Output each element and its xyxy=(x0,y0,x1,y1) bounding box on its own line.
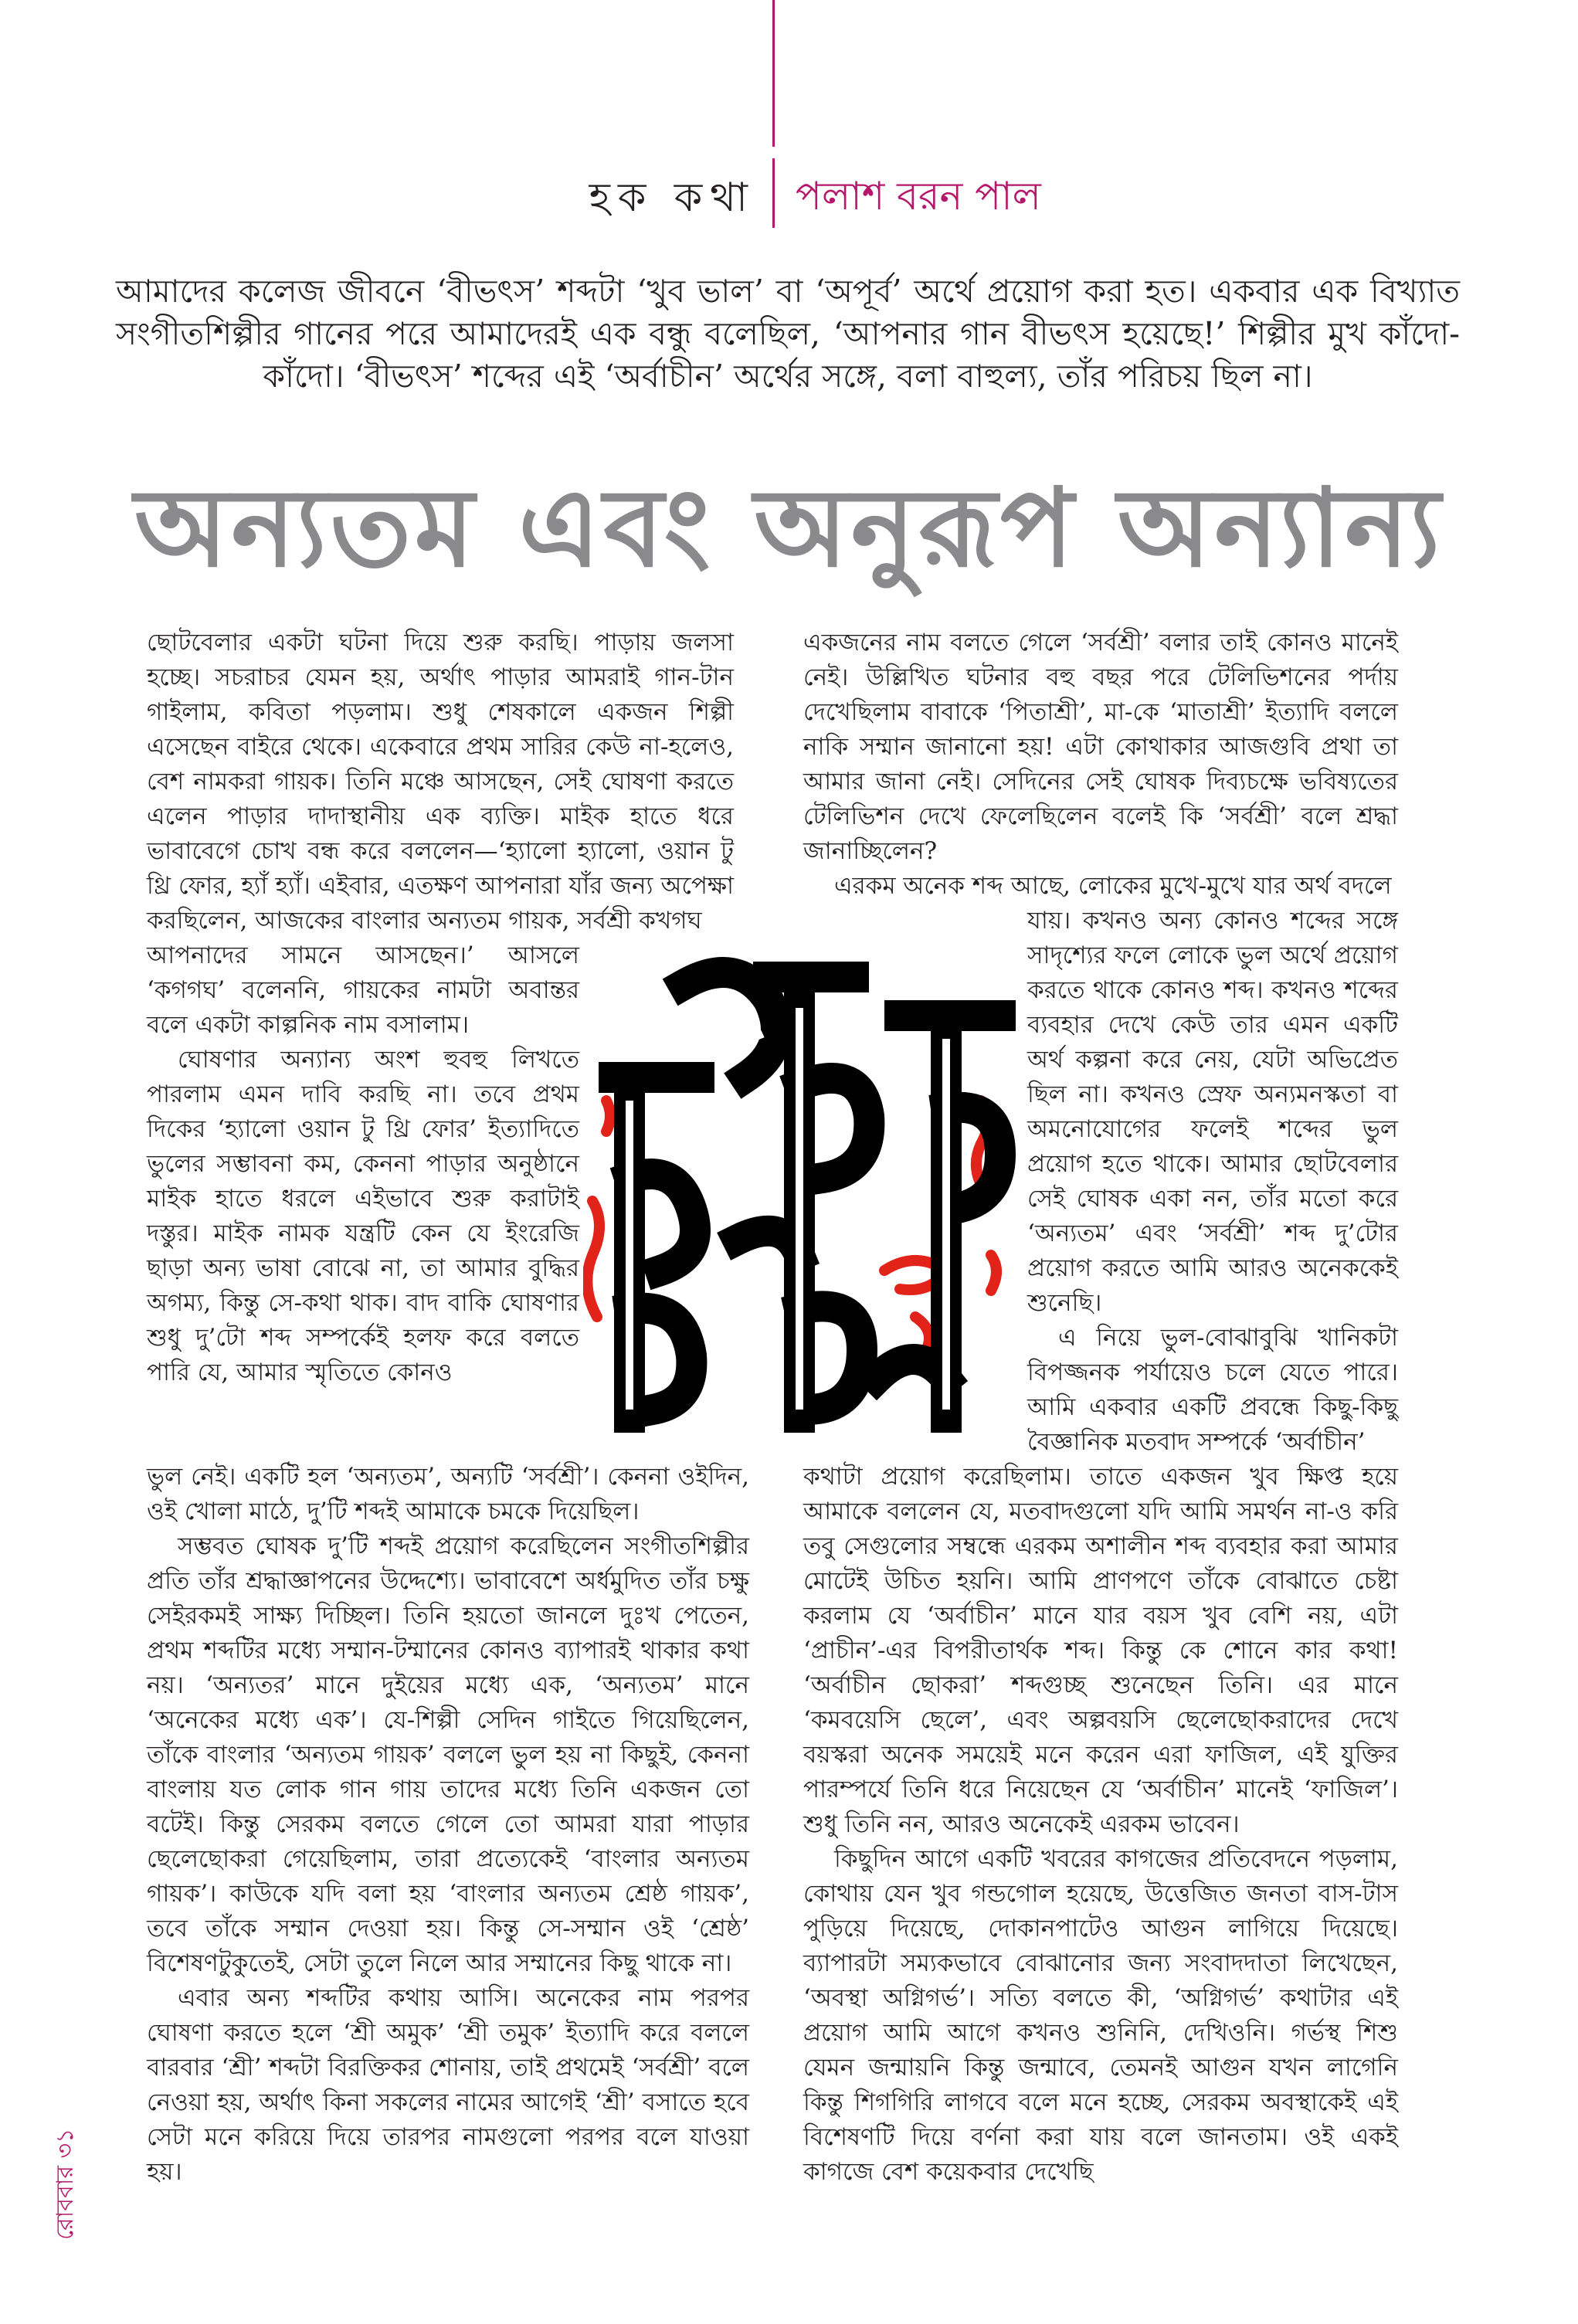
paragraph: এ নিয়ে ভুল-বোঝাবুঝি খানিকটা বিপজ্জনক পর্যায়েও চলে যেতে পারে। আমি একবার একটি প্রবন্ধে কিছু-কিছু বৈজ্ঞানিক মতবাদ সম্পর্কে ‘অর্বাচীন’ xyxy=(1027,1324,1398,1456)
paragraph: আপনাদের সামনে আসছেন।’ আসলে ‘কগগঘ’ বলেননি, গায়কের নামটা অবান্তর বলে একটা কাল্পনিক নাম বসালাম। xyxy=(147,941,579,1039)
article-title: অন্যতম এবং অনুরূপ অন্যান্য xyxy=(134,466,1444,592)
folio-text: রোববার ৩১ xyxy=(52,2128,79,2240)
paragraph: কিছুদিন আগে একটি খবরের কাগজের প্রতিবেদনে পড়লাম, কোথায় যেন খুব গন্ডগোল হয়েছে, উত্তেজিত জনতা বাস-টাস পুড়িয়ে দিয়েছে, দোকানপাটেও আগুন লাগিয়ে দিয়েছে। ব্যাপারটা সম্যকভাবে বোঝানোর জন্য সংবাদদাতা লিখেছেন, ‘অবস্থা অগ্নিগর্ভ’। সত্যি বলতে কী, ‘অগ্নিগর্ভ’ কথাটার এই প্রয়োগ আমি আগে কখনও শুনিনি, দেখিওনি। গর্ভস্থ শিশু যেমন জন্মায়নি কিন্তু জন্মাবে, তেমনই আগুন যখন লাগেনি কিন্তু শিগগিরি লাগবে বলে মনে হচ্ছে, সেরকম অবস্থাকেই এই বিশেষণটি দিয়ে বর্ণনা করা যায় বলে জানতাম। ওই একই কাগজে বেশ কয়েকবার দেখেছি xyxy=(803,1845,1398,2186)
page-folio xyxy=(46,2024,85,2240)
left-column-top xyxy=(147,626,734,938)
paragraph: সম্ভবত ঘোষক দু’টি শব্দই প্রয়োগ করেছিলেন সংগীতশিল্পীর প্রতি তাঁর শ্রদ্ধাজ্ঞাপনের উদ্দেশ্যে। ভাবাবেশে অর্ধমুদিত তাঁর চক্ষু সেইরকমই সাক্ষ্য দিচ্ছিল। তিনি হয়তো জানলে দুঃখ পেতেন, প্রথম শব্দটির মধ্যে সম্মান-টম্মানের কোনও ব্যাপারই থাকার কথা নয়। ‘অন্যতর’ মানে দুইয়ের মধ্যে এক, ‘অন্যতম’ মানে ‘অনেকের মধ্যে এক’। যে-শিল্পী সেদিন গাইতে গিয়েছিলেন, তাঁকে বাংলার ‘অন্যতম গায়ক’ বললে ভুল হয় না কিছুই, কেননা বাংলায় যত লোক গান গায় তাদের মধ্যে তিনি একজন তো বটেই। কিন্তু সেরকম বলতে গেলে তো আমরা যারা পাড়ার ছেলেছোকরা গেয়েছিলাম, তারা প্রত্যেকেই ‘বাংলার অন্যতম গায়ক’। কাউকে যদি বলা হয় ‘বাংলার অন্যতম শ্রেষ্ঠ গায়ক’, তবে তাঁকে সম্মান দেওয়া হয়। কিন্তু সে-সম্মান ওই ‘শ্রেষ্ঠ’ বিশেষণটুকুতেই, সেটা তুলে নিলে আর সম্মানের কিছু থাকে না। xyxy=(147,1532,749,1977)
intro-paragraph: আমাদের কলেজ জীবনে ‘বীভৎস’ শব্দটা ‘খুব ভাল’ বা ‘অপূর্ব’ অর্থে প্রয়োগ করা হত। একবার এক বিখ্যাত সংগীতশিল্পীর গানের পরে আমাদেরই এক বন্ধু বলেছিল, ‘আপনার গান বীভৎস হয়েছে!’ শিল্পীর মুখ কাঁদো-কাঁদো। ‘বীভৎস’ শব্দের এই ‘অর্বাচীন’ অর্থের সঙ্গে, বলা বাহুল্য, তাঁর পরিচয় ছিল না। xyxy=(116,273,1460,395)
paragraph: ভুল নেই। একটি হল ‘অন্যতম’, অন্যটি ‘সর্বশ্রী’। কেননা ওইদিন, ওই খোলা মাঠে, দু’টি শব্দই আমাকে চমকে দিয়েছিল। xyxy=(147,1463,749,1525)
paragraph: ছোটবেলার একটা ঘটনা দিয়ে শুরু করছি। পাড়ায় জলসা হচ্ছে। সচরাচর যেমন হয়, অর্থাৎ পাড়ার আমরাই গান-টান গাইলাম, কবিতা পড়লাম। শুধু শেষকালে একজন শিল্পী এসেছেন বাইরে থেকে। একেবারে প্রথম সারির কেউ না-হলেও, বেশ নামকরা গায়ক। তিনি মঞ্চে আসছেন, সেই ঘোষণা করতে এলেন পাড়ার দাদাস্থানীয় এক ব্যক্তি। মাইক হাতে ধরে ভাবাবেগে চোখ বন্ধ করে বললেন—‘হ্যালো হ্যালো, ওয়ান টু থ্রি ফোর, হ্যাঁ হ্যাঁ। এইবার, এতক্ষণ আপনারা যাঁর জন্য অপেক্ষা করছিলেন, আজকের বাংলার অন্যতম গায়ক, সর্বশ্রী কখগঘ xyxy=(147,629,734,935)
paragraph: কথাটা প্রয়োগ করেছিলাম। তাতে একজন খুব ক্ষিপ্ত হয়ে আমাকে বললেন যে, মতবাদগুলো যদি আমি সমর্থন না-ও করি তবু সেগুলোর সম্বন্ধে এরকম অশালীন শব্দ ব্যবহার করা আমার মোটেই উচিত হয়নি। আমি প্রাণপণে তাঁকে বোঝাতে চেষ্টা করলাম যে ‘অর্বাচীন’ মানে যার বয়স খুব বেশি নয়, এটা ‘প্রাচীন’-এর বিপরীতার্থক শব্দ। কিন্তু কে শোনে কার কথা! ‘অর্বাচীন ছোকরা’ শব্দগুচ্ছ শুনেছেন তিনি। এর মানে ‘কমবয়েসি ছেলে’, এবং অল্পবয়সি ছেলেছোকরাদের দেখে বয়স্করা অনেক সময়েই মনে করেন এরা ফাজিল, এই যুক্তির পারম্পর্যে তিনি ধরে নিয়েছেন যে ‘অর্বাচীন’ মানেই ‘ফাজিল’। শুধু তিনি নন, আরও অনেকেই এরকম ভাবেন। xyxy=(803,1463,1398,1838)
calligraphy-illustration xyxy=(583,946,1016,1433)
calligraphy-art-icon xyxy=(583,946,1016,1433)
paragraph: ঘোষণার অন্যান্য অংশ হুবহু লিখতে পারলাম এমন দাবি করছি না। তবে প্রথম দিকের ‘হ্যালো ওয়ান টু থ্রি ফোর’ ইত্যাদিতে ভুলের সম্ভাবনা কম, কেননা পাড়ার অনুষ্ঠানে মাইক হাতে ধরলে এইভাবে শুরু করাটাই দস্তুর। মাইক নামক যন্ত্রটি কেন যে ইংরেজি ছাড়া অন্য ভাষা বোঝে না, তা আমার বুদ্ধির অগম্য, কিন্তু সে-কথা থাক। বাদ বাকি ঘোষণার শুধু দু’টো শব্দ সম্পর্কেই হলফ করে বলতে পারি যে, আমার স্মৃতিতে কোনও xyxy=(147,1046,579,1386)
column-name: হক কথা xyxy=(589,175,755,221)
paragraph: একজনের নাম বলতে গেলে ‘সর্বশ্রী’ বলার তাই কোনও মানেই নেই। উল্লিখিত ঘটনার বহু বছর পরে টেলিভিশনের পর্দায় দেখেছিলাম বাবাকে ‘পিতাশ্রী’, মা-কে ‘মাতাশ্রী’ ইত্যাদি বললে নাকি সম্মান জানানো হয়! এটা কোথাকার আজগুবি প্রথা তা আমার জানা নেই। সেদিনের সেই ঘোষক দিব্যচক্ষে ভবিষ্যতের টেলিভিশন দেখে ফেলেছিলেন বলেই কি ‘সর্বশ্রী’ বলে শ্রদ্ধা জানাচ্ছিলেন? xyxy=(803,629,1398,865)
left-column-narrow xyxy=(147,938,579,1390)
paragraph: এরকম অনেক শব্দ আছে, লোকের মুখে-মুখে যার অর্থ বদলে xyxy=(834,872,1392,900)
right-column-bottom xyxy=(803,1460,1398,2190)
paragraph: এবার অন্য শব্দটির কথায় আসি। অনেকের নাম পরপর ঘোষণা করতে হলে ‘শ্রী অমুক’ ‘শ্রী তমুক’ ইত্যাদি করে বললে বারবার ‘শ্রী’ শব্দটা বিরক্তিকর শোনায়, তাই প্রথমেই ‘সর্বশ্রী’ বলে নেওয়া হয়, অর্থাৎ কিনা সকলের নামের আগেই ‘শ্রী’ বসাতে হবে সেটা মনে করিয়ে দিয়ে তারপর নামগুলো পরপর বলে যাওয়া হয়। xyxy=(147,1984,749,2186)
paragraph: যায়। কখনও অন্য কোনও শব্দের সঙ্গে সাদৃশ্যের ফলে লোকে ভুল অর্থে প্রয়োগ করতে থাকে কোনও শব্দ। কখনও শব্দের ব্যবহার দেখে কেউ তার এমন একটি অর্থ কল্পনা করে নেয়, যেটা অভিপ্রেত ছিল না। কখনও স্রেফ অন্যমনস্কতা বা অমনোযোগের ফলেই শব্দের ভুল প্রয়োগ হতে থাকে। আমার ছোটবেলার সেই ঘোষক একা নন, তাঁর মতো করে ‘অন্যতম’ এবং ‘সর্বশ্রী’ শব্দ দু’টোর প্রয়োগ করতে আমি আরও অনেককেই শুনেছি। xyxy=(1027,907,1398,1317)
left-column-bottom xyxy=(147,1460,749,2190)
column-header xyxy=(0,158,1578,228)
header-divider xyxy=(772,158,775,228)
right-column-top xyxy=(803,626,1398,904)
right-column-narrow xyxy=(1027,904,1398,1460)
top-accent-rule xyxy=(772,0,775,147)
author-name: পলাশ বরন পাল xyxy=(796,174,1041,219)
